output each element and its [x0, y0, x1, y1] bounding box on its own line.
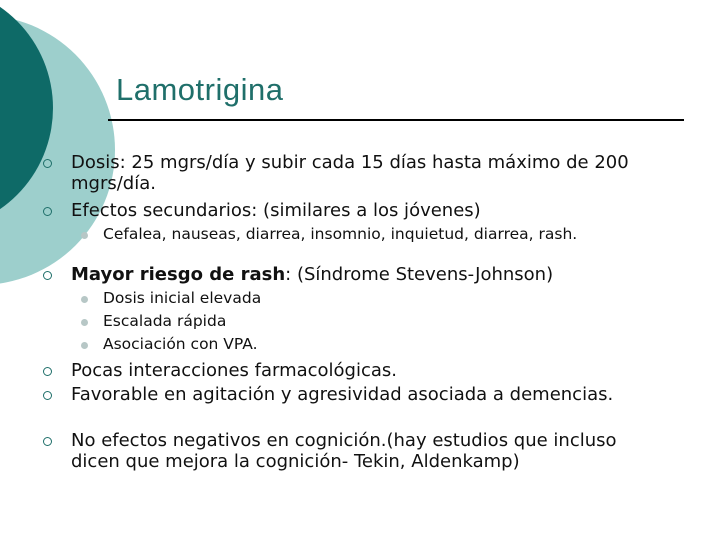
bullet-text: Pocas interacciones farmacológicas.	[71, 360, 398, 381]
bullet-rash	[71, 264, 671, 285]
bullet-agitacion	[71, 384, 671, 405]
dot-bullet-icon	[81, 296, 88, 303]
sub-bullet-dosis-inicial	[103, 290, 663, 307]
bullet-dosis	[71, 152, 671, 194]
sub-bullet-text: Asociación con VPA.	[103, 335, 258, 353]
bullet-cognicion	[71, 430, 671, 472]
sub-bullet-text: Cefalea, nauseas, diarrea, insomnio, inquietud, diarrea, rash.	[103, 225, 578, 243]
dot-bullet-icon	[81, 319, 88, 326]
ring-bullet-icon	[43, 437, 52, 446]
ring-bullet-icon	[43, 271, 52, 280]
ring-bullet-icon	[43, 391, 52, 400]
ring-bullet-icon	[43, 367, 52, 376]
sub-bullet-vpa	[103, 336, 663, 353]
bullet-text: Dosis: 25 mgrs/día y subir cada 15 días hasta máximo de 200 mgrs/día.	[71, 152, 629, 194]
sub-bullet-escalada	[103, 313, 663, 330]
ring-bullet-icon	[43, 207, 52, 216]
bullet-efectos	[71, 200, 671, 221]
dot-bullet-icon	[81, 232, 88, 239]
dot-bullet-icon	[81, 342, 88, 349]
slide-title: Lamotrigina	[116, 72, 284, 107]
sub-bullet-text: Dosis inicial elevada	[103, 289, 262, 307]
bullet-text: No efectos negativos en cognición.(hay estudios que incluso dicen que mejora la cognición- Tekin, Aldenkamp)	[71, 430, 617, 472]
bullet-bold-text: Mayor riesgo de rash	[71, 264, 286, 285]
bullet-text: : (Síndrome Stevens-Johnson)	[285, 264, 554, 285]
bullet-text: Favorable en agitación y agresividad asociada a demencias.	[71, 384, 614, 405]
bullet-text: Efectos secundarios: (similares a los jóvenes)	[71, 200, 481, 221]
bullet-interacciones	[71, 360, 671, 381]
ring-bullet-icon	[43, 159, 52, 168]
sub-bullet-text: Escalada rápida	[103, 312, 227, 330]
sub-bullet-efectos	[103, 226, 663, 243]
